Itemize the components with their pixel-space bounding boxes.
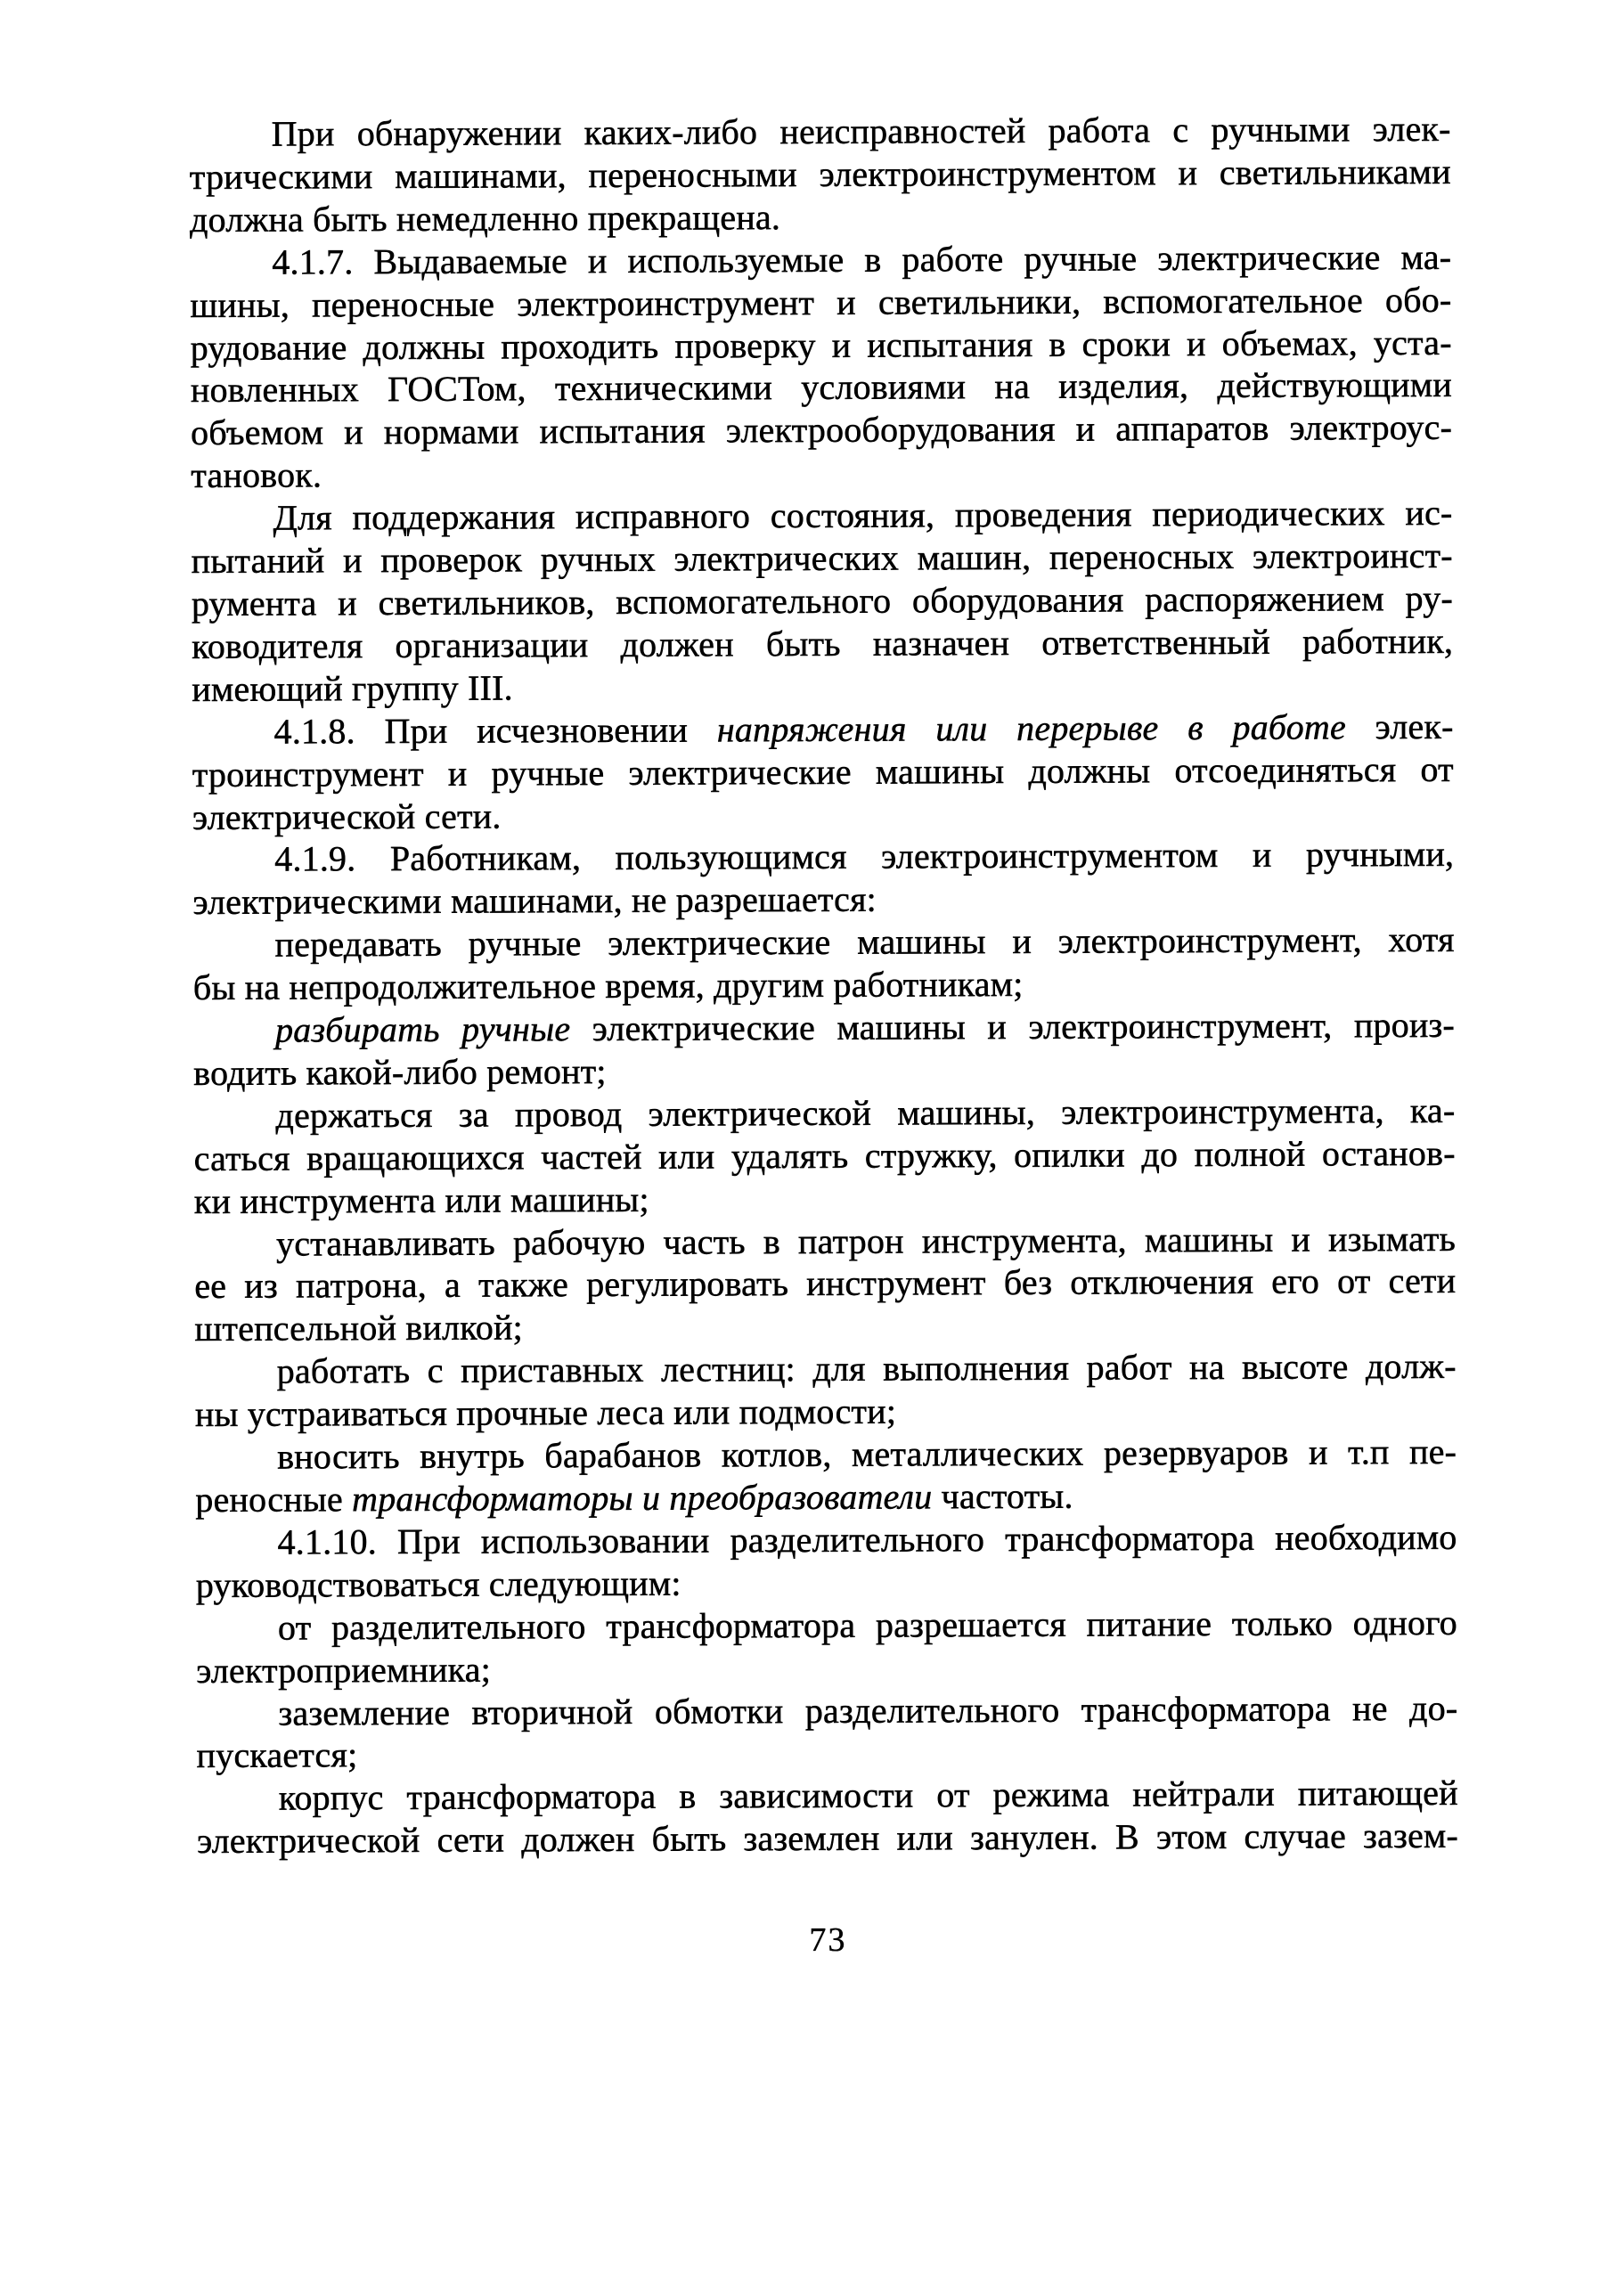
text-segment: ее из патрона, а также регулировать инструмент без отключения его от сети (194, 1260, 1457, 1307)
text-segment: передавать ручные электрические машины и электроинструмент, хотя (274, 919, 1455, 965)
text-segment: При обнаружении каких-либо неисправностей работа с ручными элек- (271, 108, 1451, 154)
text-line (193, 918, 1455, 966)
text-line (195, 1388, 1457, 1436)
text-segment: заземление вторичной обмотки разделительного трансформатора не до- (278, 1687, 1458, 1733)
text-line (190, 193, 1451, 241)
text-line (193, 961, 1455, 1009)
text-line (191, 321, 1452, 369)
text-line (190, 236, 1451, 284)
text-segment: электрической сети должен быть заземлен или занулен. В этом случае зазем- (196, 1815, 1459, 1862)
text-segment: должна быть немедленно прекращена. (189, 196, 781, 240)
text-segment: руководствоваться следующим: (195, 1562, 681, 1605)
text-segment: имеющий группу III. (192, 667, 513, 709)
text-line (191, 406, 1452, 454)
text-segment: трическими машинами, переносными электроинструментом и светильниками (189, 151, 1451, 197)
text-line (190, 278, 1451, 326)
page-number: 73 (809, 1920, 847, 1960)
text-line (192, 790, 1454, 838)
text-line (193, 1089, 1455, 1137)
text-line (192, 876, 1454, 924)
text-segment: держаться за провод электрической машины, электроинструмента, ка- (275, 1089, 1456, 1136)
text-line (192, 663, 1453, 711)
text-segment: Для поддержания исправного состояния, проведения периодических ис- (273, 493, 1453, 538)
text-line (191, 363, 1452, 412)
text-segment: 4.1.8. При исчезновении (273, 709, 717, 752)
text-line (192, 534, 1453, 583)
text-segment: пускается; (196, 1734, 358, 1776)
text-line (194, 1217, 1456, 1265)
italic-text-segment: напряжения или перерыве в работе (716, 706, 1346, 750)
text-line (192, 833, 1454, 881)
text-segment: новленных ГОСТом, техническими условиями на изделия, действующими (190, 364, 1452, 411)
text-line (190, 151, 1451, 199)
italic-text-segment: разбирать ручные (274, 1008, 571, 1050)
text-line (194, 1302, 1456, 1350)
text-segment: объемом и нормами испытания электрооборудования и аппаратов электроус- (191, 407, 1453, 453)
text-line (192, 577, 1453, 625)
text-segment: электрическими машинами, не разрешается: (192, 879, 877, 923)
text-segment: устанавливать рабочую часть в патрон инструмента, машины и изымать (275, 1218, 1457, 1264)
text-line (191, 492, 1452, 540)
text-segment: вносить внутрь барабанов котлов, металлических резервуаров и т.п пе- (277, 1431, 1457, 1477)
text-line (196, 1686, 1457, 1734)
text-segment: электрической сети. (192, 795, 502, 837)
text-line (192, 705, 1453, 754)
text-segment: элек- (1345, 705, 1454, 747)
text-line (195, 1473, 1457, 1521)
text-line (195, 1345, 1457, 1393)
text-segment: корпус трансформатора в зависимости от режима нейтрали питающей (278, 1773, 1458, 1818)
text-segment: 4.1.10. При использовании разделительного трансформатора необходимо (277, 1516, 1457, 1562)
text-segment: шины, переносные электроинструмент и светильники, вспомогательное обо- (190, 279, 1452, 325)
text-line (197, 1814, 1458, 1863)
text-line (190, 108, 1451, 156)
text-segment: водить какой-либо ремонт; (193, 1050, 607, 1093)
text-segment: реносные (195, 1479, 353, 1521)
text-segment: румента и светильников, вспомогательного оборудования распоряжением ру- (191, 577, 1454, 624)
text-line (196, 1643, 1457, 1692)
text-segment: пытаний и проверок ручных электрических машин, переносных электроинст- (191, 534, 1453, 582)
document-body-text (190, 108, 1459, 1863)
text-line (197, 1772, 1458, 1820)
text-segment: электроприемника; (196, 1649, 492, 1691)
text-segment: тановок. (191, 454, 322, 496)
text-line (196, 1729, 1457, 1777)
text-line (194, 1132, 1456, 1180)
text-segment: троинструмент и ручные электрические машины должны отсоединяться от (192, 748, 1454, 795)
text-line (195, 1516, 1457, 1564)
text-segment: ководителя организации должен быть назначен ответственный работник, (192, 620, 1454, 666)
text-segment: работать с приставных лестниц: для выполнения работ на высоте долж- (276, 1346, 1457, 1391)
text-segment: штепсельной вилкой; (194, 1307, 524, 1349)
text-line (192, 747, 1454, 795)
text-segment: от разделительного трансформатора разрешается питание только одного (277, 1602, 1458, 1648)
text-line (192, 620, 1453, 668)
text-segment: 4.1.7. Выдаваемые и используемые в работе ручные электрические ма- (272, 236, 1452, 282)
text-line (191, 449, 1452, 497)
italic-text-segment: трансформаторы и преобразователи (351, 1476, 933, 1520)
text-segment: 4.1.9. Работникам, пользующимся электроинструментом и ручными, (274, 834, 1455, 880)
text-line (194, 1175, 1456, 1223)
text-line (194, 1260, 1456, 1308)
text-segment: рудование должны проходить проверку и испытания в сроки и объемах, уста- (190, 322, 1452, 368)
text-segment: частоты. (932, 1475, 1073, 1517)
text-segment: бы на непродолжительное время, другим работникам; (192, 964, 1024, 1008)
text-segment: электрические машины и электроинструмент, произ- (570, 1004, 1456, 1049)
text-segment: ки инструмента или машины; (193, 1178, 649, 1221)
text-line (193, 1047, 1455, 1095)
text-line (195, 1431, 1457, 1479)
text-line (193, 1004, 1455, 1052)
text-line (196, 1559, 1457, 1607)
text-line (196, 1602, 1457, 1650)
text-segment: саться вращающихся частей или удалять стружку, опилки до полной останов- (193, 1132, 1456, 1178)
text-segment: ны устраиваться прочные леса или подмости; (194, 1390, 897, 1435)
